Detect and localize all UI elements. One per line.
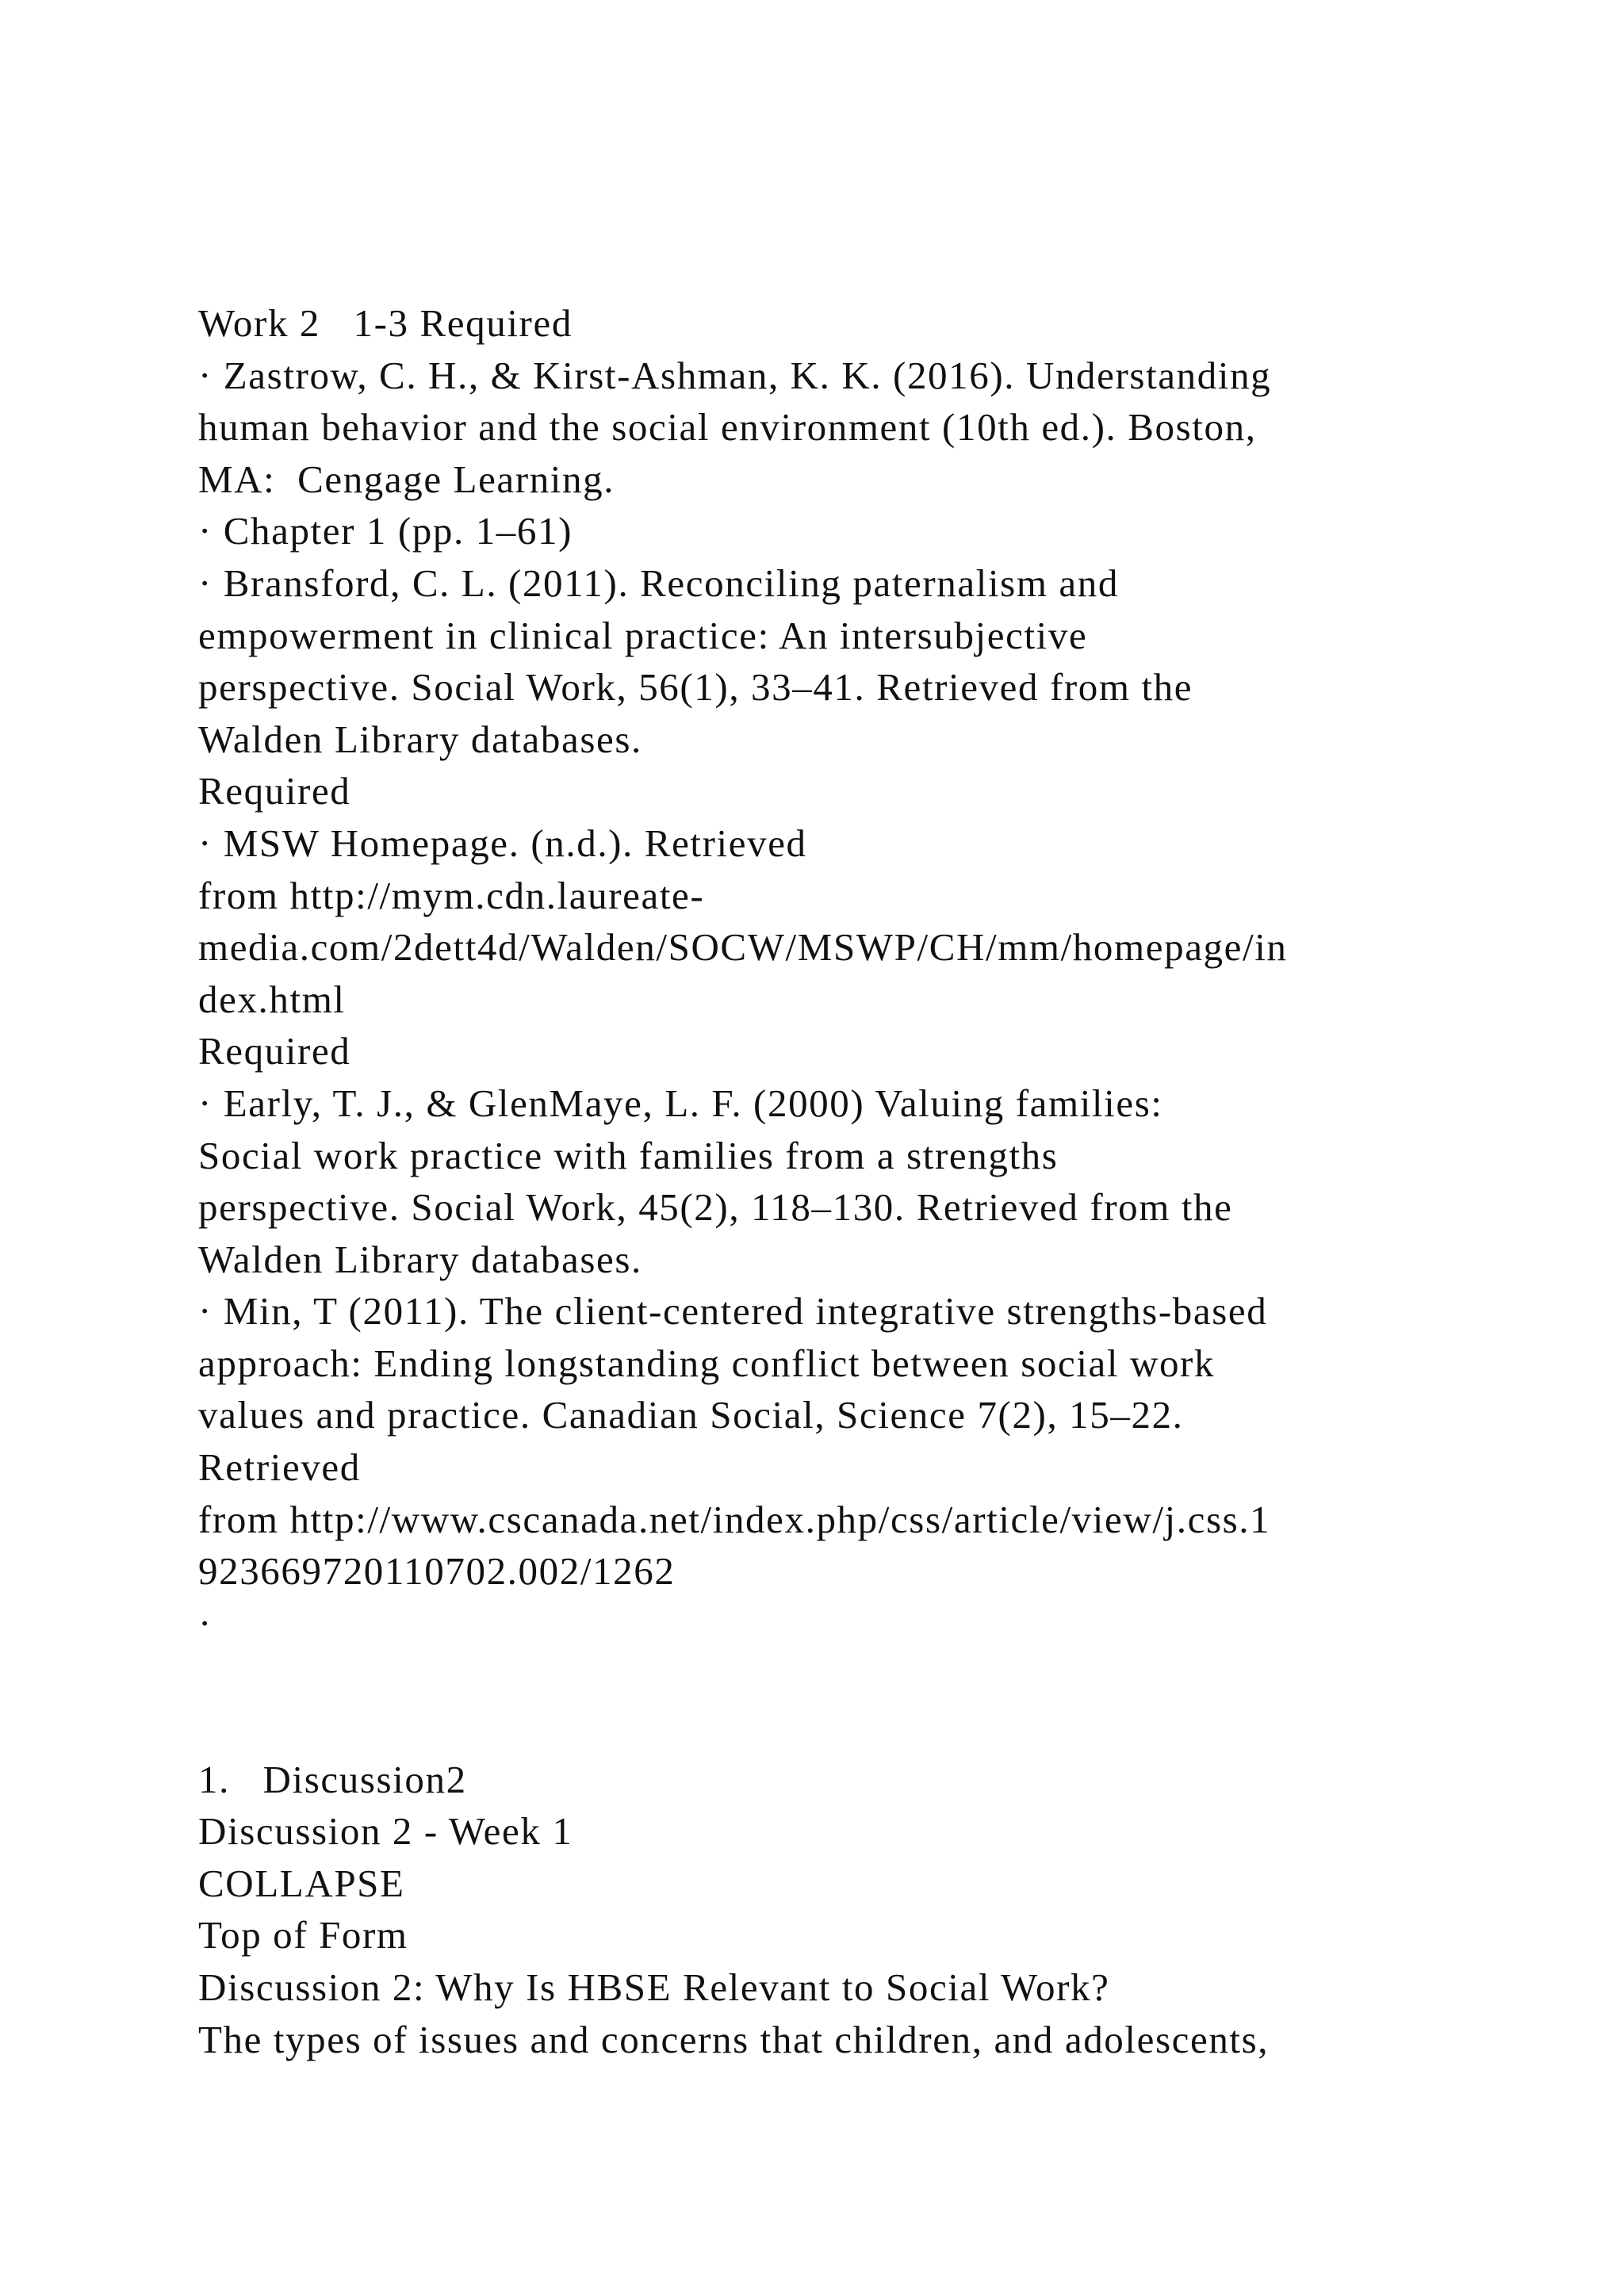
reference-line: · Early, T. J., & GlenMaye, L. F. (2000) Valuing families: <box>198 1081 1163 1125</box>
top-of-form-label: Top of Form <box>198 1913 408 1957</box>
reference-line: values and practice. Canadian Social, Science 7(2), 15–22. <box>198 1393 1184 1437</box>
reference-line: perspective. Social Work, 45(2), 118–130. Retrieved from the <box>198 1185 1233 1230</box>
reference-line: human behavior and the social environment (10th ed.). Boston, <box>198 405 1257 450</box>
heading-work-required: Work 2 1-3 Required <box>198 301 573 345</box>
reference-line: MA: Cengage Learning. <box>198 457 615 501</box>
discussion-prompt-title: Discussion 2: Why Is HBSE Relevant to Social Work? <box>198 1965 1110 2009</box>
reference-line: Walden Library databases. <box>198 717 642 761</box>
bullet-line: · <box>198 1601 213 1645</box>
reference-line: Retrieved <box>198 1445 361 1490</box>
reference-line: Social work practice with families from a strengths <box>198 1133 1059 1177</box>
reference-line: · Zastrow, C. H., & Kirst-Ashman, K. K. (2016). Understanding <box>198 353 1272 397</box>
reference-line: · Min, T (2011). The client-centered integrative strengths-based <box>198 1289 1268 1334</box>
collapse-label: COLLAPSE <box>198 1861 405 1905</box>
spacer <box>198 1701 1546 1754</box>
reference-url-line: from http://www.cscanada.net/index.php/css/article/view/j.css.1 <box>198 1497 1271 1541</box>
reference-line: · Bransford, C. L. (2011). Reconciling paternalism and <box>198 561 1119 605</box>
document-text <box>198 297 1546 2065</box>
discussion-number-heading: 1. Discussion2 <box>198 1757 467 1801</box>
reference-line: empowerment in clinical practice: An intersubjective <box>198 613 1088 657</box>
body-text-line: The types of issues and concerns that children, and adolescents, <box>198 2017 1270 2061</box>
required-label: Required <box>198 1029 351 1073</box>
reference-line: perspective. Social Work, 56(1), 33–41. Retrieved from the <box>198 665 1193 710</box>
reference-url-line: media.com/2dett4d/Walden/SOCW/MSWP/CH/mm/homepage/in <box>198 925 1288 970</box>
spacer <box>198 1649 1546 1701</box>
reference-line: · Chapter 1 (pp. 1–61) <box>198 509 573 553</box>
reference-line: approach: Ending longstanding conflict between social work <box>198 1341 1216 1385</box>
discussion-week-title: Discussion 2 - Week 1 <box>198 1809 573 1854</box>
reference-line: · MSW Homepage. (n.d.). Retrieved <box>198 821 807 865</box>
reference-url-line: from http://mym.cdn.laureate- <box>198 873 705 917</box>
reference-line: Walden Library databases. <box>198 1237 642 1281</box>
required-label: Required <box>198 769 351 813</box>
reference-url-line: dex.html <box>198 977 346 1021</box>
reference-url-line: 923669720110702.002/1262 <box>198 1549 676 1594</box>
